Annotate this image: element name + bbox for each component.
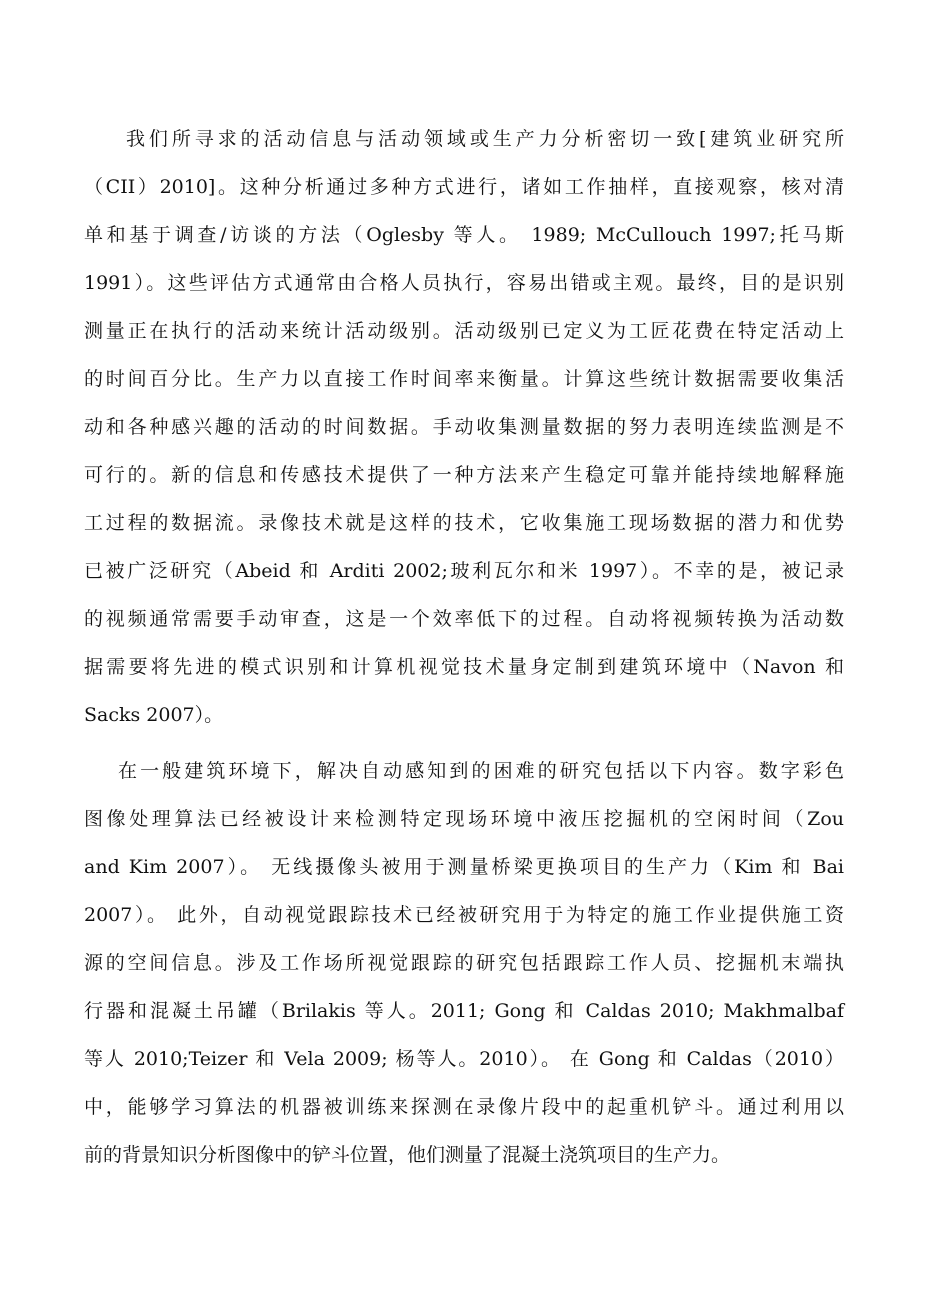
paragraph-1-line-2: （CII）2010]。这种分析通过多种方式进行，诸如工作抽样，直接观察，核对清 [84,176,844,198]
paragraph-2-line-8: 中，能够学习算法的机器被训练来探测在录像片段中的起重机铲斗。通过利用以 [84,1096,844,1118]
paragraph-1-line-8: 可行的。新的信息和传感技术提供了一种方法来产生稳定可靠并能持续地解释施 [84,464,844,486]
paragraph-2-line-3: and Kim 2007）。 无线摄像头被用于测量桥梁更换项目的生产力（Kim 和 Bai [84,856,844,878]
paragraph-2-line-5: 源的空间信息。涉及工作场所视觉跟踪的研究包括跟踪工作人员、挖掘机末端执 [84,952,844,974]
paragraph-1-line-4: 1991）。这些评估方式通常由合格人员执行，容易出错或主观。最终，目的是识别 [84,272,844,294]
paragraph-1-line-13: Sacks 2007）。 [84,704,224,726]
paragraph-2-line-4: 2007）。 此外，自动视觉跟踪技术已经被研究用于为特定的施工作业提供施工资 [84,904,844,926]
paragraph-1-line-3: 单和基于调查/访谈的方法（Oglesby 等人。 1989; McCullouch 1997;托马斯 [84,224,844,246]
paragraph-1-line-10: 已被广泛研究（Abeid 和 Arditi 2002;玻利瓦尔和米 1997）。不幸的是，被记录 [84,560,844,582]
paragraph-1-line-6: 的时间百分比。生产力以直接工作时间率来衡量。计算这些统计数据需要收集活 [84,368,844,390]
paragraph-1-line-11: 的视频通常需要手动审查，这是一个效率低下的过程。自动将视频转换为活动数 [84,608,844,630]
paragraph-2-line-7: 等人 2010;Teizer 和 Vela 2009; 杨等人。2010）。 在 Gong 和 Caldas（2010） [84,1048,844,1070]
paragraph-2-line-2: 图像处理算法已经被设计来检测特定现场环境中液压挖掘机的空闲时间（Zou [84,808,844,830]
paragraph-1-line-7: 动和各种感兴趣的活动的时间数据。手动收集测量数据的努力表明连续监测是不 [84,416,844,438]
paragraph-1-line-1: 我们所寻求的活动信息与活动领域或生产力分析密切一致[建筑业研究所 [126,128,844,150]
paragraph-2-line-9: 前的背景知识分析图像中的铲斗位置，他们测量了混凝土浇筑项目的生产力。 [84,1144,731,1166]
paragraph-1-line-12: 据需要将先进的模式识别和计算机视觉技术量身定制到建筑环境中（Navon 和 [84,656,844,678]
paragraph-1-line-5: 测量正在执行的活动来统计活动级别。活动级别已定义为工匠花费在特定活动上 [84,320,844,342]
paragraph-2-line-6: 行器和混凝土吊罐（Brilakis 等人。2011; Gong 和 Caldas 2010; Makhmalbaf [84,1000,844,1022]
paragraph-1-line-9: 工过程的数据流。录像技术就是这样的技术，它收集施工现场数据的潜力和优势 [84,512,844,534]
paragraph-2-line-1: 在一般建筑环境下，解决自动感知到的困难的研究包括以下内容。数字彩色 [118,760,844,782]
